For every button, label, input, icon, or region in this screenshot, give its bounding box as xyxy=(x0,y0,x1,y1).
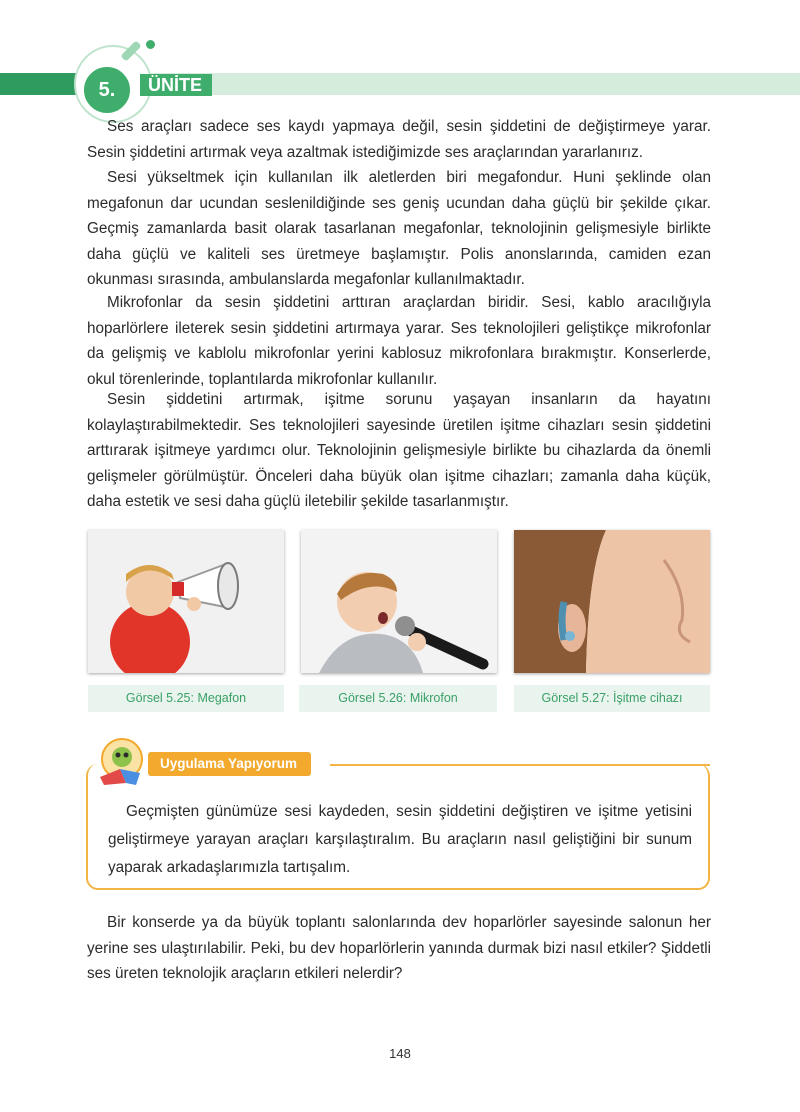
figure-microphone xyxy=(301,530,497,673)
activity-text: Geçmişten günümüze sesi kaydeden, sesin şiddetini değiştiren ve işitme yetisini geliştirmeye yarayan araçları karşılaştıralım. Bu araçların nasıl geliştiğini bir sunum yaparak arkadaşlarımızla tartışalım. xyxy=(108,803,692,876)
caption-hearing-aid: Görsel 5.27: İşitme cihazı xyxy=(514,685,710,712)
unit-label: ÜNİTE xyxy=(140,74,212,96)
activity-title: Uygulama Yapıyorum xyxy=(148,752,311,776)
paragraph-3: Mikrofonlar da sesin şiddetini arttıran araçlardan biridir. Sesi, kablo aracılığıyla hoparlörlere ileterek sesin şiddetini artırmaya yarar. Ses teknolojileri geliştikçe mikrofonlar da gelişmiş ve kablolu mikrofonlar yerini kablosuz mikrofonlara bırakmıştır. Konserlerde, okul törenlerinde, toplantılarda mikrofonlar kullanılır. xyxy=(87,294,711,388)
figure-megaphone xyxy=(88,530,284,673)
activity-box-top-line xyxy=(330,764,710,766)
flask-bubble-dot-icon xyxy=(146,40,155,49)
caption-microphone: Görsel 5.26: Mikrofon xyxy=(299,685,497,712)
closing-paragraph: Bir konserde ya da büyük toplantı salonlarında dev hoparlörler sayesinde salonun her yerine ses ulaştırılabilir. Peki, bu dev hoparlörlerin yanında durmak bizi nasıl etkiler? Şiddetli ses üreten teknolojik araçların etkileri nelerdir? xyxy=(87,914,711,983)
paragraph-2: Sesi yükseltmek için kullanılan ilk aletlerden biri megafondur. Huni şeklinde olan megafonun dar ucundan seslenildiğinde ses geniş ucundan daha güçlü bir şekilde çıkar. Geçmiş zamanlarda basit olarak tasarlanan megafonlar, teknolojinin gelişmesiyle birlikte daha güçlü ve kaliteli ses üretmeye başlamıştır. Polis anonslarında, camiden ezan okunması sırasında, ambulanslarda megafonlar kullanılmaktadır. xyxy=(87,169,711,289)
header-band-line xyxy=(222,73,800,95)
paragraph-4: Sesin şiddetini artırmak, işitme sorunu yaşayan insanların da hayatını kolaylaştırabilmektedir. Ses teknolojileri sayesinde üretilen işitme cihazları sesin şiddetini arttırarak işitmeye yardımcı olur. Teknolojinin gelişmesiyle birlikte bu cihazlarda da önemli gelişmeler görülmüştür. Önceleri daha büyük olan işitme cihazları; zamanla daha küçük, daha estetik ve sesi daha güçlü iletebilir şekilde tasarlanmıştır. xyxy=(87,391,711,511)
unit-number: 5. xyxy=(81,64,133,116)
page-number: 148 xyxy=(389,1046,411,1061)
caption-megaphone: Görsel 5.25: Megafon xyxy=(88,685,284,712)
figure-hearing-aid xyxy=(514,530,710,673)
paragraph-1: Ses araçları sadece ses kaydı yapmaya değil, sesin şiddetini de değiştirmeye yarar. Sesin şiddetini artırmak veya azaltmak istediğimizde ses araçlarından yararlanırız. xyxy=(87,118,711,161)
